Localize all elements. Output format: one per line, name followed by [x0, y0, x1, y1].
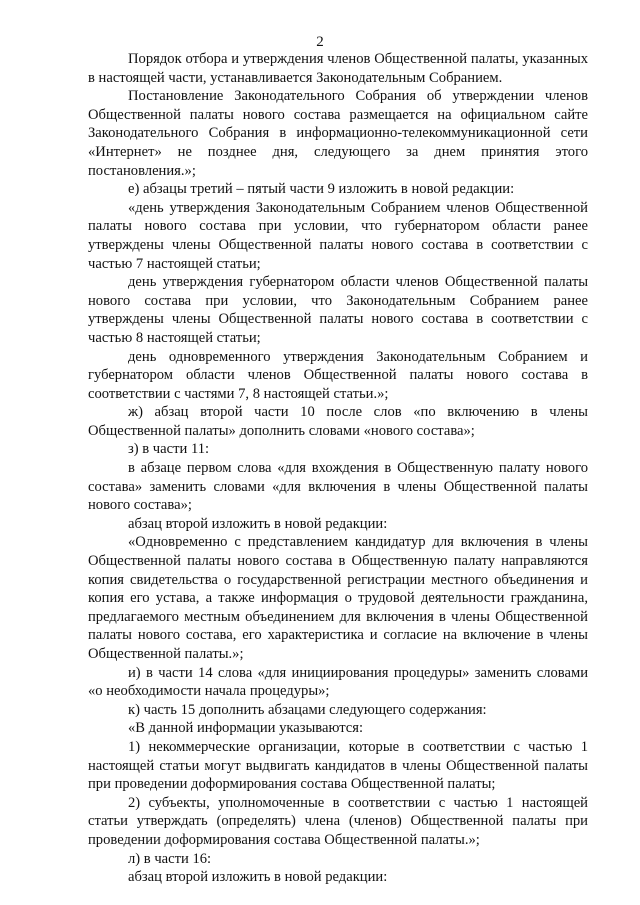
- paragraph: «день утверждения Законодательным Собранием членов Общественной палаты нового состава при условии, что губернатором области ранее утверждены члены Общественной палаты нового состава в соответствии с частью 7 настоящей статьи;: [88, 199, 588, 272]
- paragraph: к) часть 15 дополнить абзацами следующего содержания:: [128, 701, 487, 718]
- paragraph: «В данной информации указываются:: [128, 720, 363, 737]
- paragraph: день одновременного утверждения Законодательным Собранием и губернатором области членов Общественной палаты нового состава в соответствии с частями 7, 8 настоящей статьи.»;: [88, 348, 588, 402]
- paragraph: абзац второй изложить в новой редакции:: [128, 515, 388, 532]
- paragraph: и) в части 14 слова «для инициирования процедуры» заменить словами «о необходимости начала процедуры»;: [88, 664, 588, 700]
- paragraph: л) в части 16:: [128, 850, 212, 867]
- paragraph: Порядок отбора и утверждения членов Общественной палаты, указанных в настоящей части, устанавливается Законодательным Собранием.: [88, 51, 588, 86]
- page-number: 2: [316, 34, 324, 50]
- paragraph: е) абзацы третий – пятый части 9 изложить в новой редакции:: [128, 181, 515, 198]
- paragraph: з) в части 11:: [128, 441, 210, 458]
- document-body: [88, 50, 588, 887]
- paragraph: 1) некоммерческие организации, которые в соответствии с частью 1 настоящей статьи могут выдвигать кандидатов в члены Общественной палаты при проведении доформирования состава Общественной палаты;: [88, 738, 588, 793]
- paragraph: «Одновременно с представлением кандидатур для включения в члены Общественной палаты нового состава в Общественную палату направляются копия свидетельства о государственной регистрации местного объединения и копия его устава, а также информация о трудовой деятельности гражданина, предлагаемого местным объединением для включения в члены Общественной палаты нового состава, его характеристика и согласие на включение в члены Общественной палаты.»;: [88, 534, 588, 662]
- paragraph: в абзаце первом слова «для вхождения в Общественную палату нового состава» заменить словами «для включения в члены Общественной палаты нового состава»;: [88, 460, 588, 514]
- paragraph: день утверждения губернатором области членов Общественной палаты нового состава при условии, что Законодательным Собранием ранее утверждены члены Общественной палаты нового состава в соответствии с частью 8 настоящей статьи;: [88, 274, 588, 346]
- paragraph: ж) абзац второй части 10 после слов «по включению в члены Общественной палаты» дополнить словами «нового состава»;: [88, 404, 588, 439]
- paragraph: Постановление Законодательного Собрания об утверждении членов Общественной палаты нового состава размещается на официальном сайте Законодательного Собрания в информационно-телекоммуникационной сети «Интернет» не позднее дня, следующего за днем принятия этого постановления.»;: [88, 88, 588, 179]
- paragraph: 2) субъекты, уполномоченные в соответствии с частью 1 настоящей статьи утверждать (определять) члена (членов) Общественной палаты при проведении доформирования состава Общественной палаты.»;: [88, 794, 588, 848]
- paragraph: абзац второй изложить в новой редакции:: [128, 869, 388, 886]
